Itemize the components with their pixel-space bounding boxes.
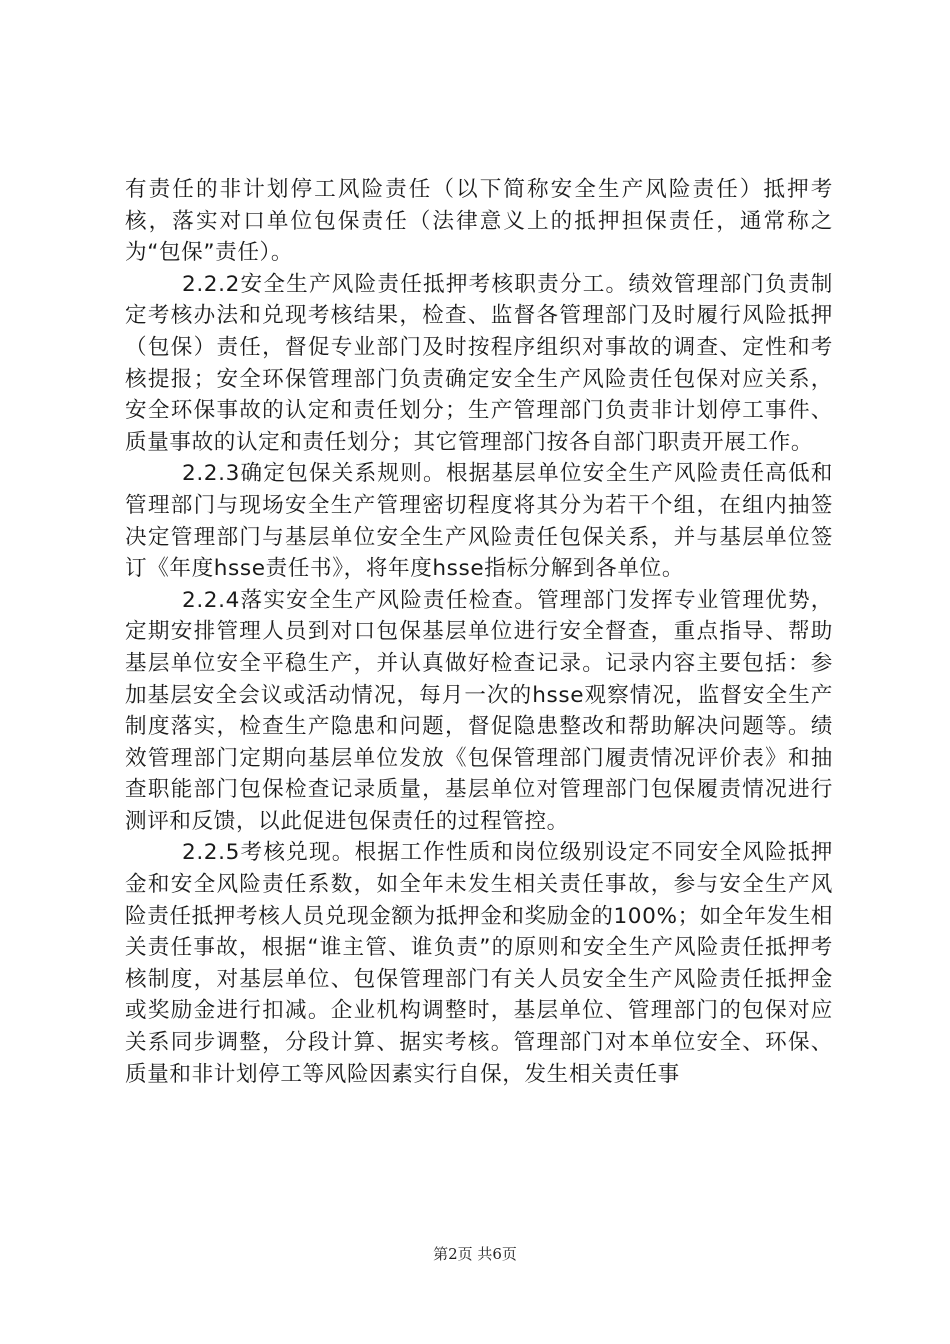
- paragraph-2-2-3: 2.2.3确定包保关系规则。根据基层单位安全生产风险责任高低和管理部门与现场安全生产管理密切程度将其分为若干个组，在组内抽签决定管理部门与基层单位安全生产风险责任包保关系，并与基层单位签订《年度hsse责任书》，将年度hsse指标分解到各单位。: [125, 461, 833, 582]
- page-number-footer: 第2页 共6页: [433, 1245, 517, 1263]
- document-body: [125, 174, 833, 1090]
- paragraph-2-2-5: 2.2.5考核兑现。根据工作性质和岗位级别设定不同安全风险抵押金和安全风险责任系数，如全年未发生相关责任事故，参与安全生产风险责任抵押考核人员兑现金额为抵押金和奖励金的100%；如全年发生相关责任事故，根据“谁主管、谁负责”的原则和安全生产风险责任抵押考核制度，对基层单位、包保管理部门有关人员安全生产风险责任抵押金或奖励金进行扣减。企业机构调整时，基层单位、管理部门的包保对应关系同步调整，分段计算、据实考核。管理部门对本单位安全、环保、质量和非计划停工等风险因素实行自保，发生相关责任事: [125, 840, 833, 1087]
- paragraph-2-2-4: 2.2.4落实安全生产风险责任检查。管理部门发挥专业管理优势，定期安排管理人员到对口包保基层单位进行安全督查，重点指导、帮助基层单位安全平稳生产，并认真做好检查记录。记录内容主要包括：参加基层安全会议或活动情况，每月一次的hsse观察情况，监督安全生产制度落实，检查生产隐患和问题，督促隐患整改和帮助解决问题等。绩效管理部门定期向基层单位发放《包保管理部门履责情况评价表》和抽查职能部门包保检查记录质量，基层单位对管理部门包保履责情况进行测评和反馈，以此促进包保责任的过程管控。: [125, 587, 833, 834]
- paragraph-continuation: 有责任的非计划停工风险责任（以下简称安全生产风险责任）抵押考核，落实对口单位包保责任（法律意义上的抵押担保责任，通常称之为“包保”责任）。: [125, 177, 833, 266]
- paragraph-2-2-2: 2.2.2安全生产风险责任抵押考核职责分工。绩效管理部门负责制定考核办法和兑现考核结果，检查、监督各管理部门及时履行风险抵押（包保）责任，督促专业部门及时按程序组织对事故的调查、定性和考核提报；安全环保管理部门负责确定安全生产风险责任包保对应关系，安全环保事故的认定和责任划分；生产管理部门负责非计划停工事件、质量事故的认定和责任划分；其它管理部门按各自部门职责开展工作。: [125, 271, 833, 455]
